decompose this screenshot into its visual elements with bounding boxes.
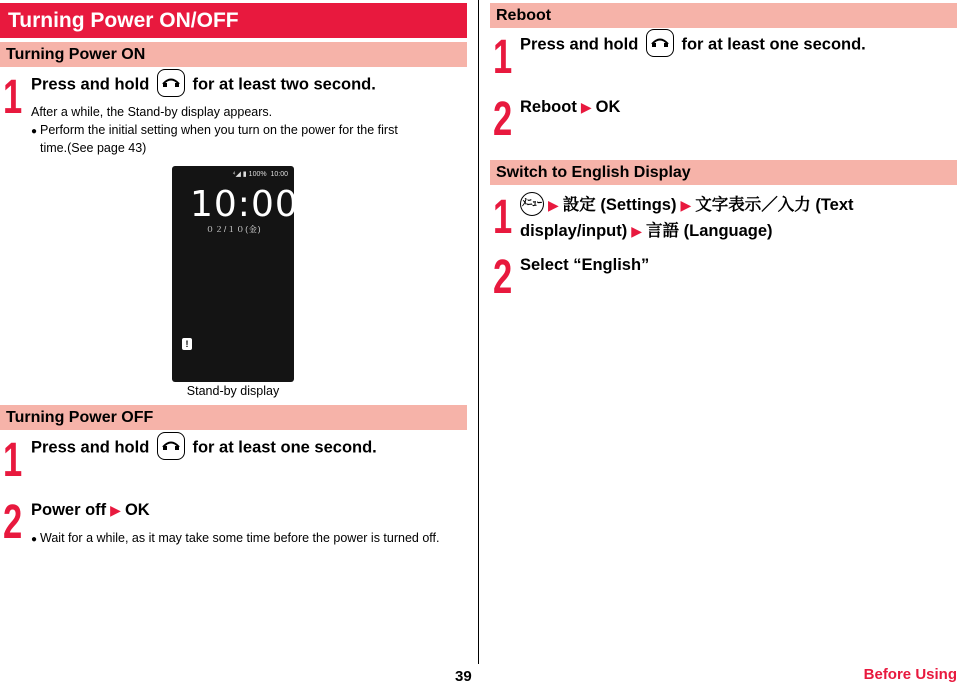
- step-text-pre: Press and hold: [520, 35, 639, 54]
- step-number: 1: [3, 71, 23, 124]
- step-number: 2: [3, 496, 23, 549]
- step-text-post: OK: [595, 98, 621, 116]
- battery-text: 100%: [248, 171, 267, 178]
- section-header-power-on: Turning Power ON: [0, 42, 467, 67]
- arrow-right-icon: ▶: [548, 197, 559, 213]
- bullet-icon: ●: [31, 534, 38, 545]
- step-text-post: for at least one second.: [681, 35, 866, 54]
- step-text-pre: Press and hold: [31, 75, 150, 94]
- step-english-1: [520, 192, 950, 244]
- step-number: 1: [493, 191, 513, 244]
- arrow-right-icon: ▶: [110, 502, 121, 518]
- step-power-off-1: [31, 434, 377, 462]
- menu-key-icon: ﾒﾆｭｰ: [520, 192, 544, 216]
- left-column: [0, 0, 467, 688]
- bullet-initial-setting: [31, 121, 398, 141]
- chapter-tag: Before Using: [863, 666, 957, 683]
- arrow-right-icon: ▶: [680, 197, 692, 213]
- power-key-icon: [157, 69, 185, 97]
- step-power-on-1: [31, 71, 376, 99]
- menu-item-text-display: 文字表示／入力 (Text: [695, 196, 854, 214]
- menu-item-settings: 設定 (Settings): [562, 196, 677, 214]
- step-text-post: for at least two second.: [192, 75, 376, 94]
- page-title: Turning Power ON/OFF: [0, 3, 467, 38]
- step-text-pre: Reboot: [520, 98, 577, 116]
- step-text-post: OK: [124, 501, 150, 519]
- step-power-off-2: [31, 497, 150, 523]
- column-divider: [478, 0, 479, 664]
- power-key-icon: [157, 432, 185, 460]
- power-key-icon: [646, 29, 674, 57]
- section-header-power-off: Turning Power OFF: [0, 405, 467, 430]
- phone-standby-screen: [172, 166, 299, 382]
- menu-item-language: 言語 (Language): [646, 222, 773, 240]
- step-text-pre: Power off: [31, 501, 107, 519]
- step-reboot-1: [520, 31, 866, 59]
- bullet-text: Perform the initial setting when you turn on the power for the first: [40, 123, 398, 137]
- clock-time: 10:00: [190, 184, 299, 225]
- arrow-right-icon: ▶: [631, 223, 643, 239]
- page-number: 39: [455, 668, 472, 685]
- section-header-reboot: Reboot: [490, 3, 957, 28]
- bullet-wait: [31, 529, 439, 549]
- step-number: 1: [493, 31, 513, 84]
- step-number: 1: [3, 434, 23, 487]
- step-text-pre: Press and hold: [31, 438, 150, 457]
- clock-date: ０２/１０(金): [206, 225, 262, 234]
- step-number: 2: [493, 251, 513, 304]
- section-header-english: Switch to English Display: [490, 160, 957, 185]
- notification-icon: !: [182, 338, 192, 350]
- bullet-icon: ●: [31, 126, 38, 137]
- image-caption: Stand-by display: [186, 384, 280, 398]
- step-text-post: for at least one second.: [192, 438, 377, 457]
- arrow-right-icon: ▶: [580, 99, 592, 115]
- bullet-initial-setting-cont: time.(See page 43): [40, 141, 147, 155]
- step-reboot-2: [520, 94, 620, 120]
- bullet-text: Wait for a while, as it may take some time before the power is turned off.: [40, 531, 440, 545]
- right-column: [490, 0, 957, 688]
- menu-item-text-display-cont: display/input): [520, 222, 628, 240]
- status-time: 10:00: [270, 171, 288, 178]
- step-english-2: Select “English”: [520, 256, 650, 274]
- note-standby: After a while, the Stand-by display appears.: [31, 105, 273, 119]
- step-number: 2: [493, 93, 513, 146]
- status-bar: ⁴◢ ▮ 100% 10:00: [232, 171, 288, 178]
